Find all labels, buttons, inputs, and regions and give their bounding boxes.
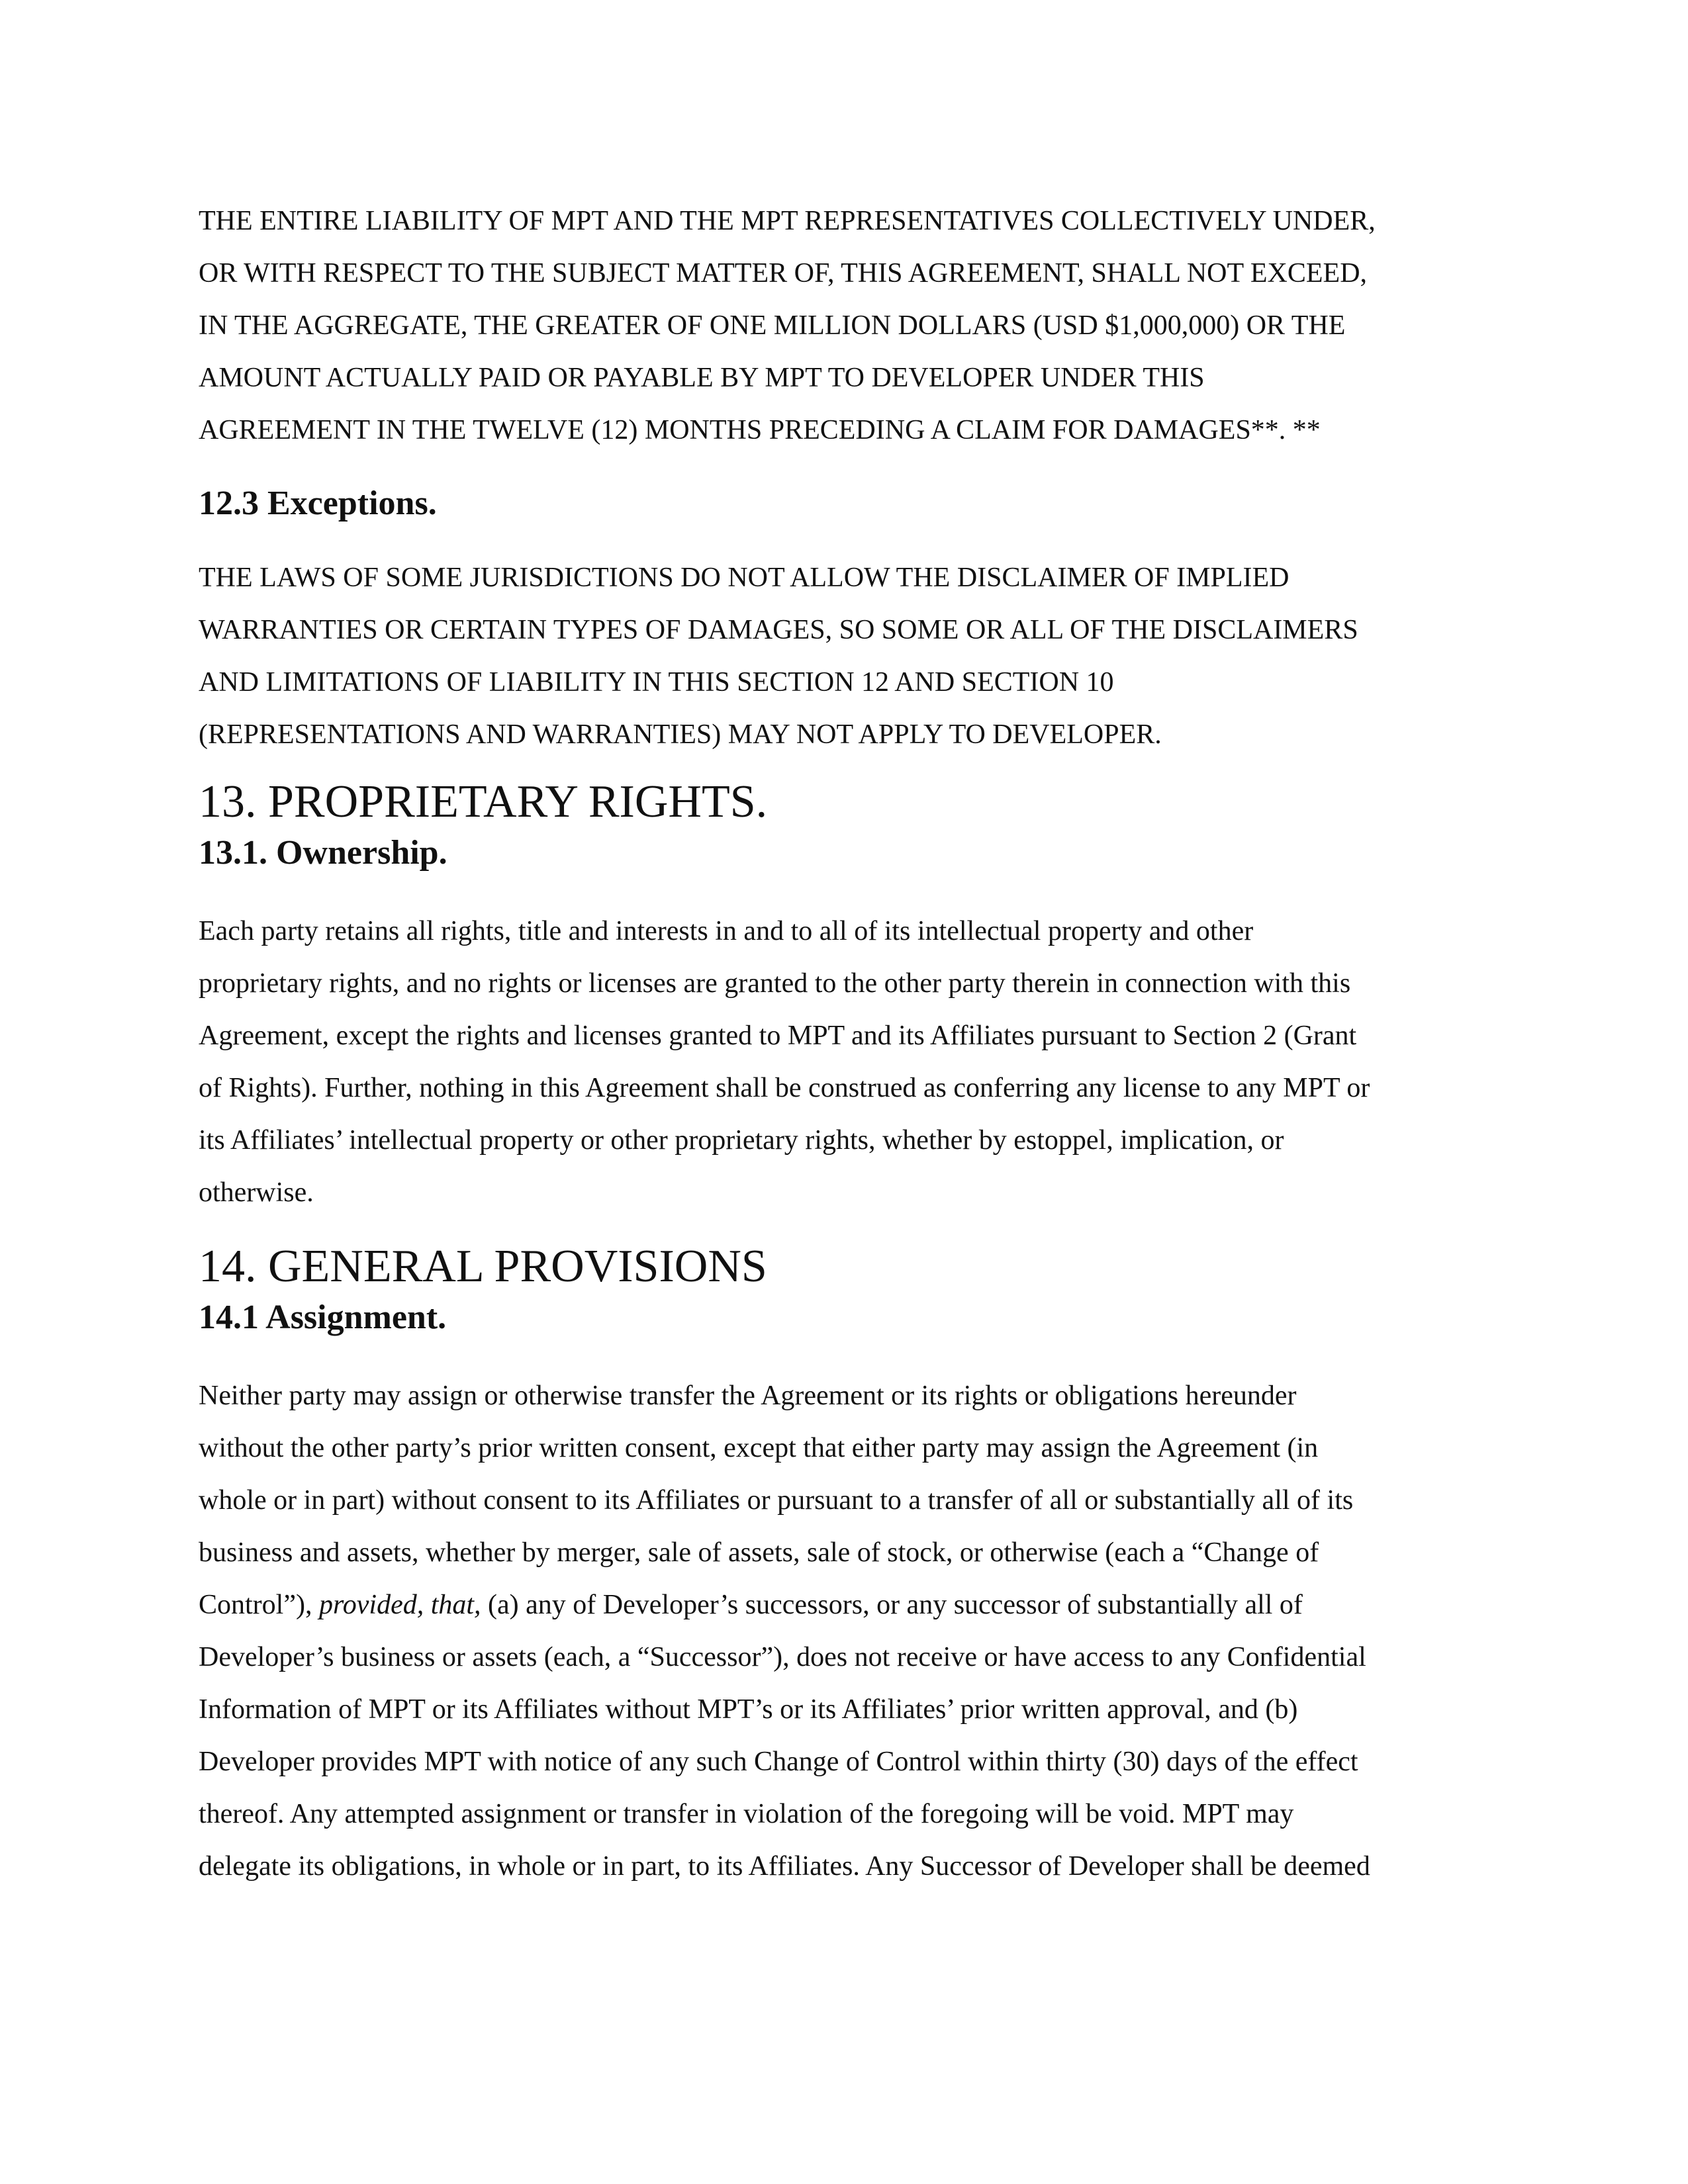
section-title: Ownership bbox=[276, 834, 439, 872]
ownership-paragraph bbox=[199, 905, 1489, 1219]
text-fragment: (a) any of Developer’s successors, or any successor of substantially all of bbox=[481, 1590, 1303, 1620]
document-content bbox=[199, 195, 1489, 1893]
text-line: of Rights). Further, nothing in this Agreement shall be construed as conferring any license to any MPT or bbox=[199, 1073, 1370, 1103]
section-13-heading: 13. PROPRIETARY RIGHTS. bbox=[199, 776, 768, 827]
section-title: Assignment bbox=[265, 1298, 438, 1336]
text-line: delegate its obligations, in whole or in part, to its Affiliates. Any Successor of Developer shall be deemed bbox=[199, 1851, 1370, 1882]
text-line: proprietary rights, and no rights or licenses are granted to the other party therein in connection with this bbox=[199, 968, 1351, 999]
text-fragment: Control”), bbox=[199, 1590, 319, 1620]
text-line: Each party retains all rights, title and interests in and to all of its intellectual property and other bbox=[199, 916, 1254, 946]
text-line: AND LIMITATIONS OF LIABILITY IN THIS SECTION 12 AND SECTION 10 bbox=[199, 667, 1114, 698]
text-line: AGREEMENT IN THE TWELVE (12) MONTHS PRECEDING A CLAIM FOR DAMAGES**. ** bbox=[199, 415, 1321, 445]
section-14-heading: 14. GENERAL PROVISIONS bbox=[199, 1241, 767, 1292]
section-13-1-title bbox=[199, 830, 1489, 876]
text-line: Developer’s business or assets (each, a “Successor”), does not receive or have access to any Confidential bbox=[199, 1642, 1366, 1672]
text-line: whole or in part) without consent to its Affiliates or pursuant to a transfer of all or substantially all of its bbox=[199, 1485, 1354, 1516]
text-line: IN THE AGGREGATE, THE GREATER OF ONE MILLION DOLLARS (USD $1,000,000) OR THE bbox=[199, 310, 1346, 341]
section-number: 12.3 bbox=[199, 484, 259, 522]
text-line: THE LAWS OF SOME JURISDICTIONS DO NOT ALLOW THE DISCLAIMER OF IMPLIED bbox=[199, 563, 1289, 593]
section-14-1-title bbox=[199, 1295, 1489, 1341]
text-line: AMOUNT ACTUALLY PAID OR PAYABLE BY MPT TO DEVELOPER UNDER THIS bbox=[199, 363, 1205, 393]
section-title: Exceptions bbox=[267, 484, 428, 522]
text-line: otherwise. bbox=[199, 1177, 314, 1208]
text-line: Agreement, except the rights and licenses granted to MPT and its Affiliates pursuant to Section 2 (Grant bbox=[199, 1021, 1357, 1051]
text-line: Developer provides MPT with notice of any such Change of Control within thirty (30) days of the effect bbox=[199, 1747, 1358, 1777]
section-number: 14.1 bbox=[199, 1298, 259, 1336]
text-line: business and assets, whether by merger, sale of assets, sale of stock, or otherwise (each a “Change of bbox=[199, 1537, 1319, 1568]
text-line: Neither party may assign or otherwise transfer the Agreement or its rights or obligations hereunder bbox=[199, 1381, 1297, 1411]
exceptions-paragraph bbox=[199, 552, 1489, 761]
section-number: 13.1. bbox=[199, 834, 267, 872]
section-title-period: . bbox=[438, 1298, 447, 1336]
assignment-paragraph bbox=[199, 1370, 1489, 1893]
text-line: without the other party’s prior written consent, except that either party may assign the Agreement (in bbox=[199, 1433, 1319, 1463]
text-line: WARRANTIES OR CERTAIN TYPES OF DAMAGES, SO SOME OR ALL OF THE DISCLAIMERS bbox=[199, 615, 1358, 645]
section-12-3-title bbox=[199, 480, 1489, 527]
italic-text: provided, that, bbox=[318, 1590, 481, 1620]
liability-cap-paragraph bbox=[199, 195, 1489, 457]
text-line: thereof. Any attempted assignment or transfer in violation of the foregoing will be void. MPT may bbox=[199, 1799, 1294, 1829]
section-title-period: . bbox=[438, 834, 447, 872]
text-line: its Affiliates’ intellectual property or other proprietary rights, whether by estoppel, implication, or bbox=[199, 1125, 1284, 1156]
section-title-period: . bbox=[428, 484, 437, 522]
text-line: THE ENTIRE LIABILITY OF MPT AND THE MPT REPRESENTATIVES COLLECTIVELY UNDER, bbox=[199, 206, 1376, 236]
text-line: OR WITH RESPECT TO THE SUBJECT MATTER OF, THIS AGREEMENT, SHALL NOT EXCEED, bbox=[199, 258, 1368, 289]
text-line bbox=[199, 1579, 1489, 1631]
text-line: Information of MPT or its Affiliates without MPT’s or its Affiliates’ prior written approval, and (b) bbox=[199, 1694, 1298, 1725]
text-line: (REPRESENTATIONS AND WARRANTIES) MAY NOT APPLY TO DEVELOPER. bbox=[199, 719, 1162, 750]
